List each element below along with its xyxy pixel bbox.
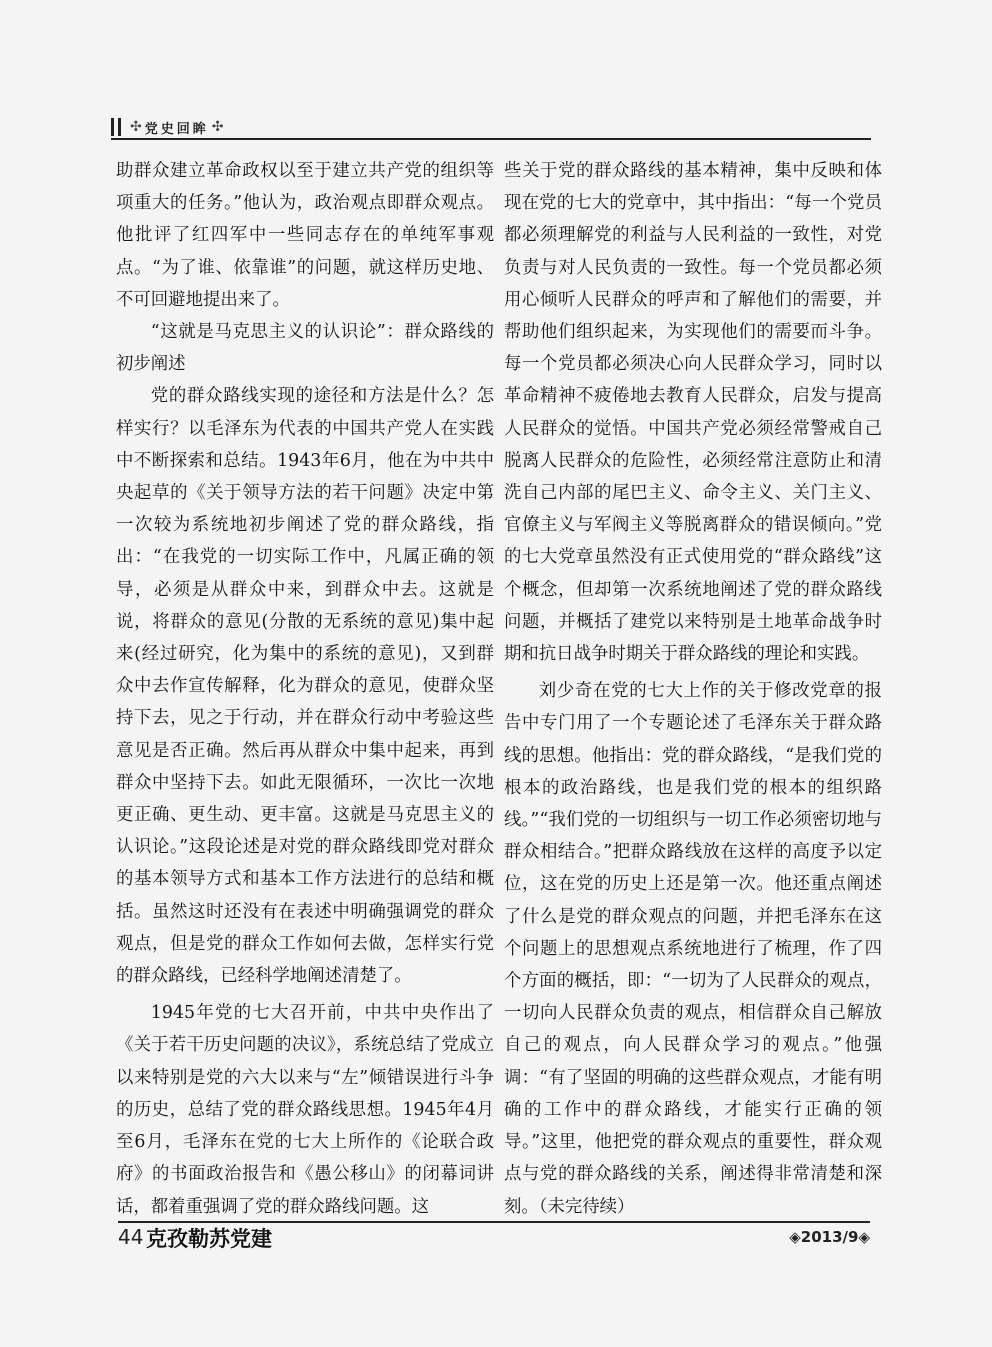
plus-ornament-icon: ✣ [130,119,142,135]
section-subheading: “这就是马克思主义的认识论”：群众路线的初步阐述 [116,322,494,375]
paragraph: 刘少奇在党的七大上作的关于修改党章的报告中专门用了一个专题论述了毛泽东关于群众路线的思想。他指出：党的群众路线，“是我们党的根本的政治路线，也是我们党的根本的组织路线。”“我们党的一切组织与一切工作必须密切地与群众相结合。”把群众路线放在这样的高度予以定位，这在党的历史上还是第一次。他还重点阐述了什么是党的群众观点的问题，并把毛泽东在这个问题上的思想观点系统地进行了梳理，作了四个方面的概括，即：“一切为了人民群众的观点，一切向人民群众负责的观点，相信群众自己解放自己的观点，向人民群众学习的观点。”他强调：“有了坚固的明确的这些群众观点，才能有明确的工作中的群众路线，才能实行正确的领导。”这里，他把党的群众观点的重要性，群众观点与党的群众路线的关系，阐述得非常清楚和深刻。（未完待续） [504,681,882,1217]
left-column [116,155,494,1223]
magazine-title: 克孜勒苏党建 [146,1227,272,1251]
header-rule [111,138,871,140]
section-header [111,116,871,138]
section-title: 党史回眸 [144,121,209,137]
paragraph: 助群众建立革命政权以至于建立共产党的组织等项重大的任务。”他认为，政治观点即群众观点。他批评了红四军中一些同志存在的单纯军事观点。“为了谁、依靠谁”的问题，就这样历史地、不可回避地提出来了。 [116,161,494,310]
plus-ornament-icon: ✣ [211,119,224,135]
paragraph: 党的群众路线实现的途径和方法是什么？怎样实行？以毛泽东为代表的中国共产党人在实践中不断探索和总结。1943年6月，他在为中共中央起草的《关于领导方法的若干问题》决定中第一次较为系统地初步阐述了党的群众路线，指出：“在我党的一切实际工作中，凡属正确的领导，必须是从群众中来，到群众中去。这就是说，将群众的意见(分散的无系统的意见)集中起来(经过研究，化为集中的系统的意见)，又到群众中去作宣传解释，化为群众的意见，使群众坚持下去，见之于行动，并在群众行动中考验这些意见是否正确。然后再从群众中集中起来，再到群众中坚持下去。如此无限循环，一次比一次地更正确、更生动、更丰富。这就是马克思主义的认识论。”这段论述是对党的群众路线即党对群众的基本领导方式和基本工作方法进行的总结和概括。虽然这时还没有在表述中明确强调党的群众观点，但是党的群众工作如何去做，怎样实行党的群众路线，已经科学地阐述清楚了。 [116,386,494,987]
issue-date: ◈2013/9◈ [789,1228,870,1246]
page-number: 44 [118,1225,144,1249]
paragraph: 1945年党的七大召开前，中共中央作出了《关于若干历史问题的决议》，系统总结了党成立以来特别是党的六大以来与“左”倾错误进行斗争的历史，总结了党的群众路线思想。1945年4月至6月，毛泽东在党的七大上所作的《论联合政府》的书面政治报告和《愚公移山》的闭幕词讲话，都着重强调了党的群众路线问题。这 [116,1003,494,1217]
header-bars-decoration [111,118,121,136]
paragraph: 些关于党的群众路线的基本精神，集中反映和体现在党的七大的党章中，其中指出：“每一个党员都必须理解党的利益与人民利益的一致性，对党负责与对人民负责的一致性。每一个党员都必须用心倾听人民群众的呼声和了解他们的需要，并帮助他们组织起来，为实现他们的需要而斗争。每一个党员都必须决心向人民群众学习，同时以革命精神不疲倦地去教育人民群众，启发与提高人民群众的觉悟。中国共产党必须经常警戒自己脱离人民群众的危险性，必须经常注意防止和清洗自己内部的尾巴主义、命令主义、关门主义、官僚主义与军阀主义等脱离群众的错误倾向。”党的七大党章虽然没有正式使用党的“群众路线”这个概念，但却第一次系统地阐述了党的群众路线问题，并概括了建党以来特别是土地革命战争时期和抗日战争时期关于群众路线的理论和实践。 [504,161,882,665]
right-column [504,155,882,1223]
